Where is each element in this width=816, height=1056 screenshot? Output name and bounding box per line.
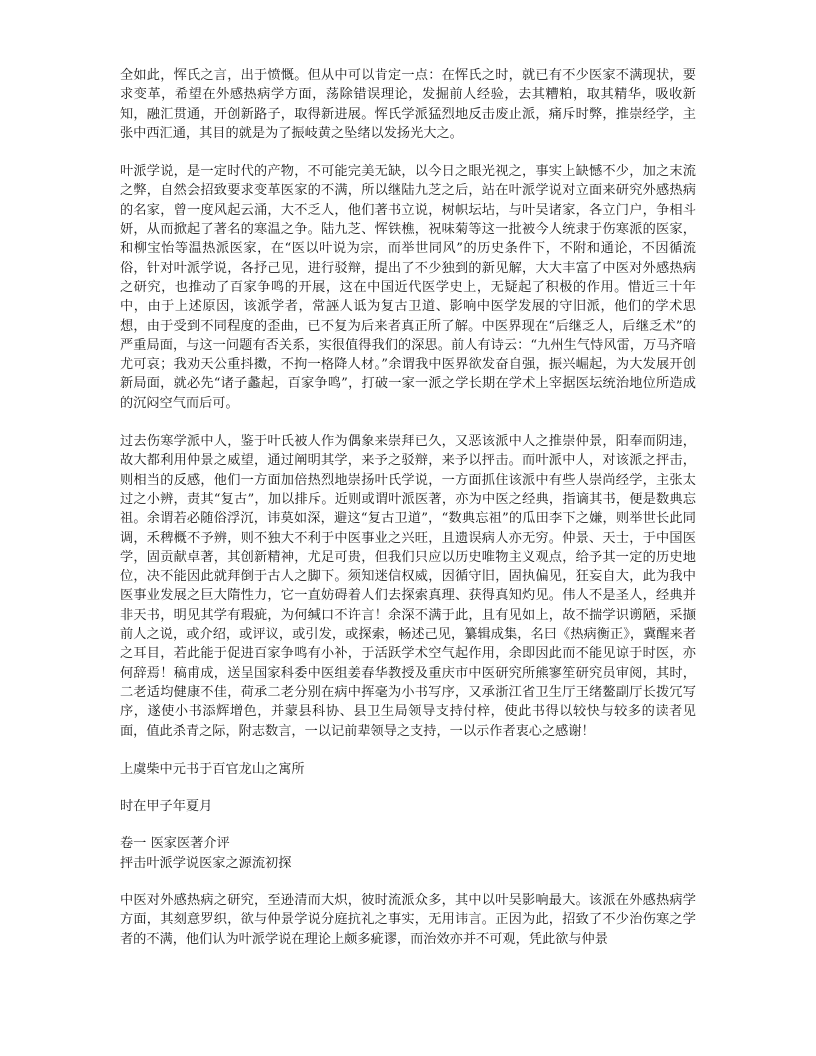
body-paragraph: 过去伤寒学派中人，鉴于叶氏被人作为偶象来崇拜已久，又恶该派中人之推崇仲景，阳奉而阴违，故大都利用仲景之威望，通过阐明其学，来予之驳辩，来予以抨击。而叶派中人，对该派之抨击，则相当的反感，他们一方面加倍热烈地崇扬叶氏学说，一方面抓住该派中有些人崇尚经学，主张太过之小辨，责其“复古”，加以排斥。近则或谓叶派医著，亦为中医之经典，指谪其书，便是数典忘祖。余谓若必随俗浮沉，讳莫如深，避这“复古卫道”，“数典忘祖”的瓜田李下之嫌，则举世长此同调，禾稗概不予辨，则不独大不利于中医事业之兴旺，且遗误病人亦无穷。仲景、天士，于中国医学，固贡献卓著，其创新精神，尤足可贵，但我们只应以历史唯物主义观点，给予其一定的历史地位，决不能因此就拜倒于古人之脚下。须知迷信权威，因循守旧，固执偏见，狂妄自大，此为我中医事业发展之巨大隋性力，它一直妨碍着人们去探索真理、获得真知灼见。伟人不是圣人，经典并非天书，明见其学有瑕疵，为何缄口不许言！余深不满于此，且有见如上，故不揣学识谫陋，采撷前人之说，或介绍，或评议，或引发，或探索，畅述己见，纂辑成集，名曰《热病衡正》，冀醒来者之耳目，若此能于促进百家争鸣有小补，于活跃学术空气起作用，余即因此而不能见谅于时医，亦何辞焉！稿甫成，送呈国家科委中医组姜春华教授及重庆市中医研究所熊寥笙研究员审阅，其时，二老适均健康不佳，荷承二老分别在病中挥毫为小书写序，又承浙江省卫生厅王绪鳌副厅长拨冗写序，遂使小书添辉增色，并蒙县科协、县卫生局领导支持付梓，使此书得以较快与较多的读者见面，值此杀青之际，附志数言，一以记前辈领导之支持，一以示作者衷心之感谢！ (120, 434, 696, 739)
section-title: 抨击叶派学说医家之源流初探 (120, 855, 292, 871)
intro-paragraph: 中医对外感热病之研究，至逊清而大炽，彼时流派众多，其中以叶吴影响最大。该派在外感热病学方面，其刻意罗织，欲与仲景学说分庭抗礼之事实，无用讳言。正因为此，招致了不少治伤寒之学者的不满，他们认为叶派学说在理论上颇多疵谬，而治效亦并不可观，凭此欲与仲景 (120, 892, 696, 947)
body-paragraph: 全如此，恽氏之言，出于愤慨。但从中可以肯定一点：在恽氏之时，就已有不少医家不满现状，要求变革，希望在外感热病学方面，荡除错误理论，发掘前人经验，去其糟粕，取其精华，吸收新知，融汇贯通，开创新路子，取得新进展。恽氏学派猛烈地反击废止派，痛斥时弊，推崇经学，主张中西汇通，其目的就是为了振岐黄之坠绪以发扬光大之。 (120, 68, 696, 141)
section-heading (120, 834, 696, 873)
chapter-title: 卷一 医家医著介评 (120, 836, 230, 852)
body-paragraph: 叶派学说，是一定时代的产物，不可能完美无缺，以今日之眼光视之，事实上缺憾不少，加之末流之弊，自然会招致要求变革医家的不满，所以继陆九芝之后，站在叶派学说对立面来研究外感热病的名家，曾一度风起云涌，大不乏人，他们著书立说，树帜坛坫，与叶吴诸家，各立门户，争相斗妍，从而掀起了著名的寒温之争。陆九芝、恽铁樵，祝味菊等这一批被今人统隶于伤寒派的医家，和柳宝怡等温热派医家，在“医以叶说为宗，而举世同风”的历史条件下，不附和通论，不因循流俗，针对叶派学说，各抒己见，进行驳辩，提出了不少独到的新见解，大大丰富了中医对外感热病之研究，也推动了百家争鸣的开展，这在中国近代医学史上，无疑起了积极的作用。惜近三十年中，由于上述原因，该派学者，常誣人诋为复古卫道、影响中医学发展的守旧派，他们的学术思想，由于受到不同程度的歪曲，已不复为后来者真正所了解。中医界现在“后继乏人，后继乏术”的严重局面，与这一问题有否关系，实很值得我们的深思。前人有诗云：“九州生气恃风雷，万马齐喑尤可哀；我劝天公重抖擞，不拘一格降人材。”余谓我中医界欲发奋自强，振兴崛起，为大发展开创新局面，就必先“诸子蠡起，百家争鸣”，打破一家一派之学长期在学术上宰据医坛统治地位所造成的沉闷空气而后可。 (120, 164, 696, 411)
signature-line: 上虞柴中元书于百官龙山之寓所 (120, 761, 305, 777)
document-page (120, 66, 696, 968)
date-line: 时在甲子年夏月 (120, 799, 213, 815)
